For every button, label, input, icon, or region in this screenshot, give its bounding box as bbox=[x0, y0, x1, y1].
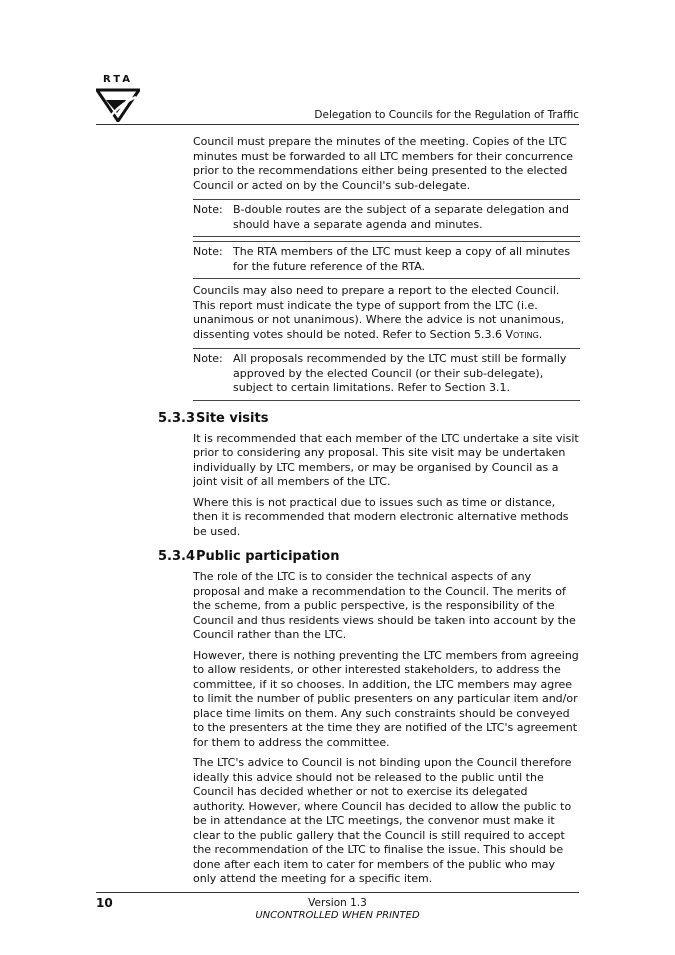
version-label: Version 1.3 bbox=[308, 897, 367, 909]
footer-divider bbox=[96, 892, 579, 893]
section-heading-public-participation bbox=[158, 549, 580, 564]
paragraph-report-text: Councils may also need to prepare a report to the elected Council. This report must indicate the type of support from the LTC (i.e. unanimous or not unanimous). Where the advice is not unanimous, dissenting votes should be noted. Refer to Section 5.3.6 bbox=[193, 284, 565, 341]
header-title: Delegation to Councils for the Regulation of Traffic bbox=[314, 109, 579, 121]
section-title: Public participation bbox=[196, 549, 340, 564]
section-number: 5.3.3 bbox=[158, 410, 196, 426]
note-text: B-double routes are the subject of a separate delegation and should have a separate agenda and minutes. bbox=[233, 203, 569, 231]
logo-text: RTA bbox=[102, 74, 134, 85]
uncontrolled-notice: UNCONTROLLED WHEN PRINTED bbox=[255, 910, 420, 921]
rta-road-icon bbox=[96, 88, 140, 122]
note-text: All proposals recommended by the LTC must still be formally approved by the elected Council (or their sub-delegate), subject to certain limitations. Refer to Section 3.1. bbox=[233, 352, 567, 394]
paragraph-role-of-ltc: The role of the LTC is to consider the technical aspects of any proposal and make a recommendation to the Council. The merits of the scheme, from a public perspective, is the responsibility of the Council and thus residents views should be taken into account by the Council rather than the LTC. bbox=[193, 570, 576, 641]
note-rta-members bbox=[193, 241, 580, 279]
note-label: Note: bbox=[193, 352, 223, 365]
paragraph-electronic-alternatives: Where this is not practical due to issues such as time or distance, then it is recommended that modern electronic alternative methods be used. bbox=[193, 495, 569, 538]
note-label: Note: bbox=[193, 203, 223, 216]
section-title: Site visits bbox=[196, 410, 269, 426]
note-text: The RTA members of the LTC must keep a copy of all minutes for the future reference of the RTA. bbox=[233, 245, 571, 273]
paragraph-advice-not-binding: The LTC's advice to Council is not binding upon the Council therefore ideally this advice should not be released to the public until the Council has decided whether or not to exercise its delegated authority. However, where Council has decided to allow the public to be in attendance at the LTC meetings, the convenor must make it clear to the public gallery that the Council is still required to accept the recommendation of the LTC to finalise the issue. This should be done after each item to cater for members of the public who may only attend the meeting for a specific item. bbox=[193, 756, 572, 885]
note-proposals bbox=[193, 348, 580, 401]
rta-logo bbox=[96, 74, 140, 124]
paragraph-minutes: Council must prepare the minutes of the meeting. Copies of the LTC minutes must be forwarded to all LTC members for their concurrence prior to the recommendations either being presented to the elected Council or acted on by the Council's sub-delegate. bbox=[193, 135, 574, 192]
page-content bbox=[158, 135, 580, 893]
paragraph-report: Councils may also need to prepare a report to the elected Council. This report must indicate the type of support from the LTC (i.e. unanimous or not unanimous). Where the advice is not unanimous, dissenting votes should be noted. Refer to Section 5.3.6 Voting. bbox=[193, 284, 565, 341]
section-heading-site-visits bbox=[158, 411, 580, 426]
section-number: 5.3.4 bbox=[158, 549, 196, 564]
header-divider bbox=[96, 124, 579, 125]
paragraph-site-visit: It is recommended that each member of the LTC undertake a site visit prior to considering any proposal. This site visit may be undertaken individually by LTC members, or may be organised by Council as a joint visit of all members of the LTC. bbox=[193, 431, 579, 488]
section-reference-voting: Voting bbox=[505, 327, 539, 341]
note-label: Note: bbox=[193, 245, 223, 258]
paragraph-presenters: However, there is nothing preventing the LTC members from agreeing to allow residents, or other interested stakeholders, to address the committee, if it so chooses. In addition, the LTC members may agree to limit the number of public presenters on any particular item and/or place time limits on them. Any such constraints should be conveyed to the presenters at the time they are notified of the LTC's agreement for them to address the committee. bbox=[193, 648, 579, 749]
note-b-double bbox=[193, 199, 580, 237]
page-number: 10 bbox=[96, 896, 113, 910]
